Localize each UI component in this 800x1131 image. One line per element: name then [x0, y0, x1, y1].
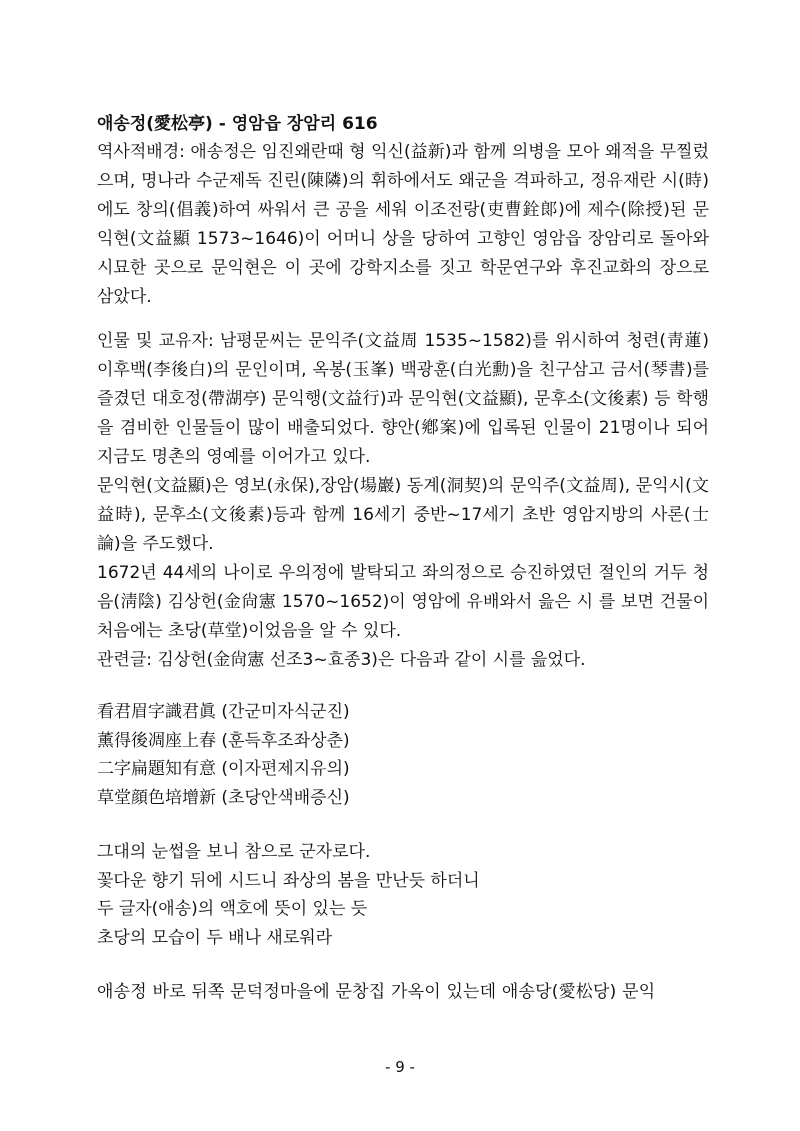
paragraph: 관련글: 김상헌(金尙憲 선조3~효종3)은 다음과 같이 시를 읊었다. [97, 650, 586, 670]
people-section [97, 327, 709, 675]
poem-line: 薰得後凋座上春 (훈득후조좌상춘) [97, 730, 350, 751]
paragraph: 역사적배경: 애송정은 임진왜란때 형 익신(益新)과 함께 의병을 모아 왜적을 무찔렀으며, 명나라 수군제독 진린(陳隣)의 휘하에서도 왜군을 격파하고, 정유재란 시(時)에도 창의(倡義)하여 싸워서 큰 공을 세워 이조전랑(吏曹銓郞)에 제수(除授)된 문익현(文益顯 1573~1646)이 어머니 상을 당하여 고향인 영암읍 장암리로 돌아와 시묘한 곳으로 문익현은 이 곳에 강학지소를 짓고 학문연구와 후진교화의 장으로 삼았다. [97, 142, 709, 307]
poem-line: 꽃다운 향기 뒤에 시드니 좌상의 봄을 만난듯 하더니 [97, 870, 480, 891]
paragraph: 문익현(文益顯)은 영보(永保),장암(場巖) 동계(洞契)의 문익주(文益周), 문익시(文益時), 문후소(文後素)등과 함께 16세기 중반~17세기 초반 영암지방의 사론(士論)을 주도했다. [97, 476, 709, 554]
poem-translation [97, 838, 709, 952]
closing-paragraph [97, 978, 709, 1007]
poem-line: 두 글자(애송)의 액호에 뜻이 있는 듯 [97, 899, 368, 919]
poem-line: 二字扁題知有意 (이자편제지유의) [97, 759, 350, 779]
page-number: - 9 - [385, 1058, 415, 1076]
poem-line: 看君眉字識君眞 (간군미자식군진) [97, 702, 350, 722]
section-title: 애송정(愛松亭) - 영암읍 장암리 616 [97, 114, 378, 134]
historical-background-paragraph [97, 138, 709, 312]
paragraph: 애송정 바로 뒤쪽 문덕정마을에 문창집 가옥이 있는데 애송당(愛松당) 문익 [97, 982, 656, 1002]
paragraph: 1672년 44세의 나이로 우의정에 발탁되고 좌의정으로 승진하였던 절인의 거두 청음(淸陰) 김상헌(金尙憲 1570~1652)이 영암에 유배와서 읊은 시 를 보면 건물이 처음에는 초당(草堂)이었음을 알 수 있다. [97, 563, 709, 641]
paragraph: 인물 및 교유자: 남평문씨는 문익주(文益周 1535~1582)를 위시하여 청련(靑蓮) 이후백(李後白)의 문인이며, 옥봉(玉峯) 백광훈(白光勳)을 친구삼고 금서(琴書)를 즐겼던 대호정(帶湖亭) 문익행(文益行)과 문익현(文益顯), 문후소(文後素) 등 학행을 겸비한 인물들이 많이 배출되었다. 향안(鄕案)에 입록된 인물이 21명이나 되어 지금도 명촌의 영예를 이어가고 있다. [97, 331, 709, 467]
poem-line: 草堂顔色培增新 (초당안색배증신) [97, 787, 350, 808]
poem-hanja [97, 698, 709, 812]
poem-line: 그대의 눈썹을 보니 참으로 군자로다. [97, 842, 371, 862]
poem-line: 초당의 모습이 두 배나 새로워라 [97, 927, 333, 948]
